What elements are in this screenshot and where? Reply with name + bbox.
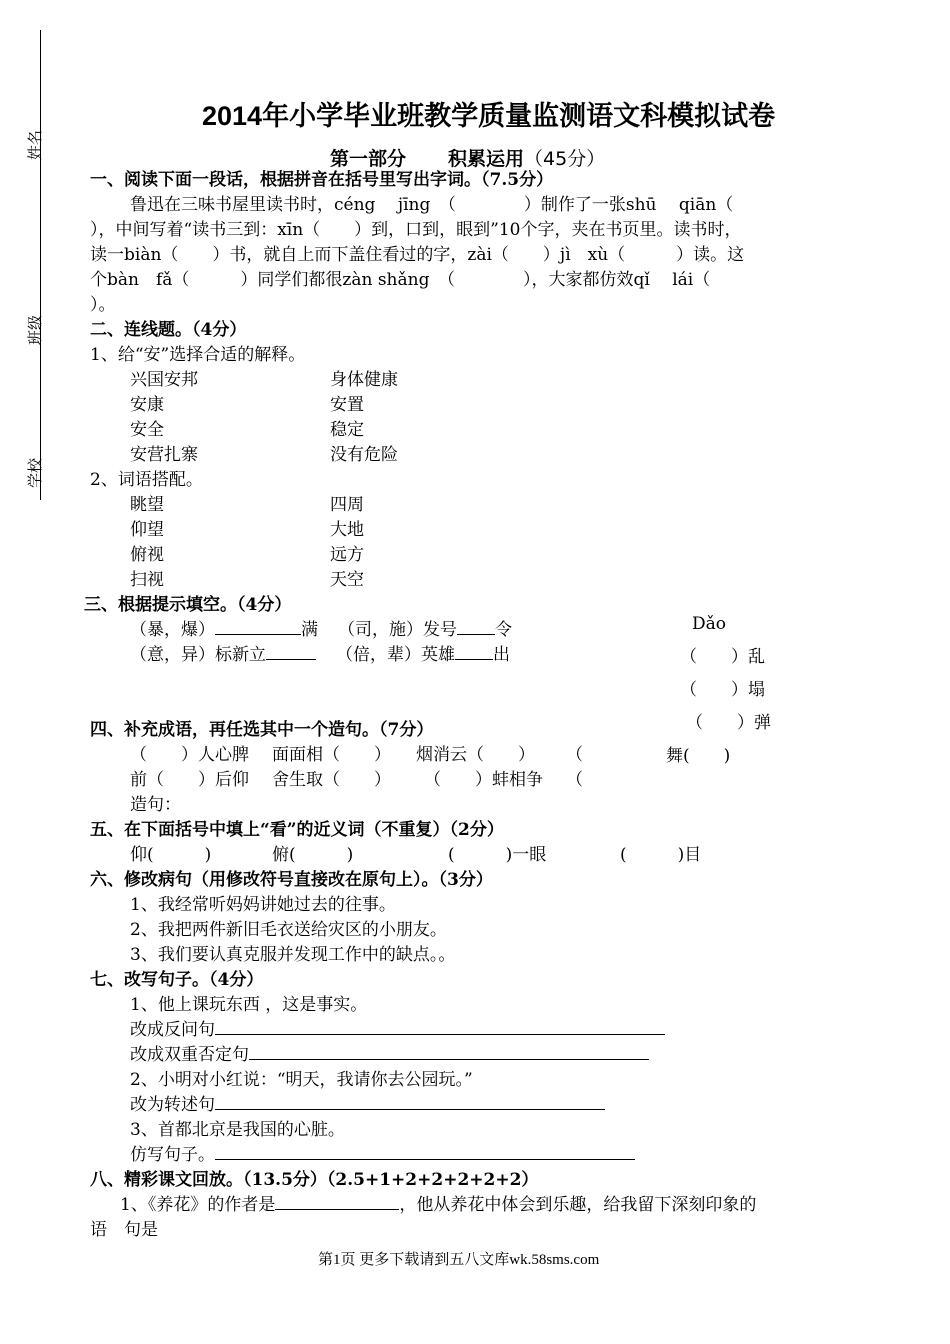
q1-line: 鲁迅在三味书屋里读书时，céng jīng （ ）制作了一张shū qiān（ xyxy=(130,195,734,215)
q7-sentence: 1、他上课玩东西 ，这是事实。 xyxy=(130,995,368,1015)
q6-sentence: 3、我们要认真克服并发现工作中的缺点。。 xyxy=(130,945,456,965)
q2-right-item: 稳定 xyxy=(330,420,364,440)
q8-line: 1、《养花》的作者是 ，他从养花中体会到乐趣，给我留下深刻印象的 xyxy=(120,1195,757,1215)
q7-task: 改成双重否定句 xyxy=(130,1043,649,1067)
look-item: ( )一眼 xyxy=(448,845,547,865)
part-label: 第一部分 xyxy=(330,148,407,170)
q2-left-item: 安康 xyxy=(130,395,164,415)
name-label: 姓名 xyxy=(26,129,44,160)
q3-row2: （意，异）标新立 （倍，辈）英雄 出 xyxy=(130,645,510,665)
look-item: ( )目 xyxy=(620,845,702,865)
q8-heading: 八、精彩课文回放。（13.5分）（2.5+1+2+2+2+2+2） xyxy=(90,1170,539,1190)
answer-line[interactable] xyxy=(215,1018,665,1035)
q7-heading: 七、改写句子。（4分） xyxy=(90,970,264,990)
q2-left-item: 俯视 xyxy=(130,545,164,565)
q2-right-item: 身体健康 xyxy=(330,370,398,390)
q2-sub2: 2、词语搭配。 xyxy=(90,470,203,490)
q4-heading: 四、补充成语，再任选其中一个造句。（7分） xyxy=(90,720,434,740)
class-label: 班级 xyxy=(26,314,44,345)
q2-left-item: 兴国安邦 xyxy=(130,370,198,390)
q1-line: 个bàn fǎ（ ）同学们都很zàn shǎng （ ），大家都仿效qǐ lái（ xyxy=(90,270,711,290)
q2-heading: 二、连线题。（4分） xyxy=(90,320,247,340)
part-name: 积累运用 xyxy=(448,148,525,170)
q2-sub1: 1、给“安”选择合适的解释。 xyxy=(90,345,306,365)
dao-item: （ ）弹 xyxy=(686,713,771,733)
page-title: 2014年小学毕业班教学质量监测语文科模拟试卷 xyxy=(202,101,776,131)
idiom-item: 烟消云（ ） xyxy=(416,745,535,765)
fill-blank[interactable] xyxy=(455,643,493,660)
q6-sentence: 1、我经常听妈妈讲她过去的往事。 xyxy=(130,895,396,915)
fill-blank[interactable] xyxy=(215,618,301,635)
q5-heading: 五、在下面括号中填上“看”的近义词（不重复）（2分） xyxy=(90,820,504,840)
q6-sentence: 2、我把两件新旧毛衣送给灾区的小朋友。 xyxy=(130,920,447,940)
q2-left-item: 眺望 xyxy=(130,495,164,515)
answer-line[interactable] xyxy=(215,1143,635,1160)
q2-right-item: 四周 xyxy=(330,495,364,515)
q7-sentence: 2、小明对小红说：“明天，我请你去公园玩。” xyxy=(130,1070,473,1090)
q2-left-item: 安营扎寨 xyxy=(130,445,198,465)
answer-line[interactable] xyxy=(275,1193,399,1210)
q7-sentence: 3、首都北京是我国的心脏。 xyxy=(130,1120,345,1140)
q8-line: 语 句是 xyxy=(90,1220,158,1240)
q2-right-item: 远方 xyxy=(330,545,364,565)
q6-heading: 六、修改病句（用修改符号直接改在原句上）。（3分） xyxy=(90,870,493,890)
q7-task: 仿写句子。 xyxy=(130,1143,635,1167)
answer-line[interactable] xyxy=(249,1043,649,1060)
school-label: 学校 xyxy=(26,457,44,488)
dao-item: （ ）乱 xyxy=(680,647,765,667)
look-item: 仰( ) xyxy=(130,845,212,865)
q1-line: ），中间写着“读书三到：xīn（ ）到，口到，眼到”10个字，夹在书页里。读书时， xyxy=(90,220,742,240)
q3-heading: 三、根据提示填空。（4分） xyxy=(84,595,292,615)
q2-right-item: 大地 xyxy=(330,520,364,540)
idiom-item: （ xyxy=(566,745,583,765)
page-footer: 第1页 更多下载请到五八文库wk.58sms.com xyxy=(318,1252,600,1268)
fill-blank[interactable] xyxy=(457,618,495,635)
q2-right-item: 安置 xyxy=(330,395,364,415)
part-heading xyxy=(330,144,605,171)
q2-right-item: 没有危险 xyxy=(330,445,398,465)
idiom-item: （ ）人心脾 xyxy=(130,745,249,765)
q1-line: ）。 xyxy=(90,295,116,315)
q2-right-item: 天空 xyxy=(330,570,364,590)
binding-line xyxy=(40,30,41,500)
dao-item: 舞( ) xyxy=(666,746,731,766)
part-score: （45分） xyxy=(524,148,606,170)
look-item: 俯( ) xyxy=(272,845,354,865)
answer-line[interactable] xyxy=(215,1093,605,1110)
q4-sentence: 造句： xyxy=(130,795,181,815)
q2-left-item: 扫视 xyxy=(130,570,164,590)
idiom-item: 面面相（ ） xyxy=(272,745,391,765)
q1-line: 读一biàn（ ）书，就自上而下盖住看过的字，zài（ ）jì xù（ ）读。这 xyxy=(90,245,745,265)
dao-item: （ ）塌 xyxy=(680,680,765,700)
idiom-item: （ xyxy=(566,770,583,790)
q3-row1: （暴，爆） 满 （司，施）发号 令 xyxy=(130,620,512,640)
idiom-item: 前（ ）后仰 xyxy=(130,770,249,790)
q1-heading: 一、阅读下面一段话，根据拼音在括号里写出字词。（7.5分） xyxy=(90,170,554,190)
fill-blank[interactable] xyxy=(266,643,316,660)
idiom-item: （ ）蚌相争 xyxy=(424,770,543,790)
dao-pinyin: Dǎo xyxy=(692,614,726,634)
q2-left-item: 安全 xyxy=(130,420,164,440)
q7-task: 改成反问句 xyxy=(130,1018,665,1042)
idiom-item: 舍生取（ ） xyxy=(272,770,391,790)
q7-task: 改为转述句 xyxy=(130,1093,605,1117)
q2-left-item: 仰望 xyxy=(130,520,164,540)
